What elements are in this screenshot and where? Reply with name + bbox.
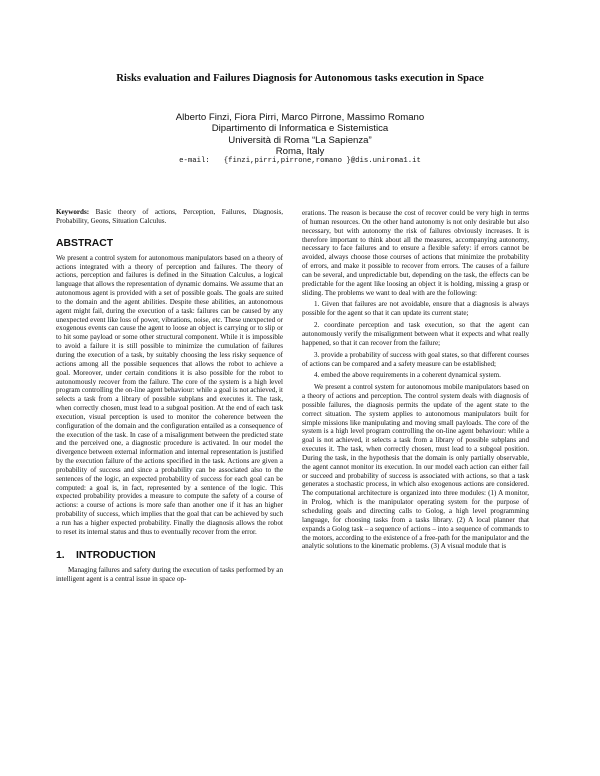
keywords-paragraph — [56, 208, 283, 226]
section-title: INTRODUCTION — [76, 549, 156, 561]
email-label: e-mail: — [179, 157, 210, 165]
email-line — [60, 156, 540, 166]
affiliation-city: Roma, Italy — [275, 145, 325, 157]
list-item-4: 4. embed the above requirements in a coherent dynamical system. — [314, 371, 501, 380]
email-address: {finzi,pirri,pirrone,romano }@dis.uniroma1.it — [223, 157, 421, 165]
intro-paragraph: Managing failures and safety during the execution of tasks performed by an intelligent agent is a central issue in space op- — [56, 565, 283, 583]
left-column — [56, 208, 283, 583]
abstract-text: We present a control system for autonomous manipulators based on a theory of actions integrated with a theory of perception and failures. The theory of actions, perception and failures is defined in the Situation Calculus, a logical language that allows the representation of dynamic domains. We assume that an autonomous agent is provided with a set of possible goals. The goals are suited to the domain and the agent abilities. Despite these abilities, an autonomous agent might fail, during the execution of a task: failures can be caused by any unexpected event like loss of power, vibrations, noise, etc. These unexpected or exogenous events can cause the agent to loose an object is carrying or to slip or to hit some payload or some other structural component. While it is impossible to avoid a failure it is still possible to minimize the cumulation of failures during the execution of a task, by suitably choosing the less risky sequence of actions among all the possible sequences that allows the robot to achieve a goal. Moreover, under certain conditions it is also possible for the robot to autonomously recover from the failure. The core of the system is a high level program controlling the on-line agent behaviour: while a goal is not achieved, it selects a task from a library of possible subplans and executes it. The task, when correctly chosen, must lead to a subgoal position. At the end of each task execution, visual perception is used to monitor the coherence between the configuration of the domain and the configuration entailed as a consequence of the execution of the task. In case of a misalignment between the predicted state and the perceived one, a diagnostic procedure is activated. In our model the divergence between external information and internal representation is justified by the execution failure of the actions specified in the task. Actions are given a probability of success and since a probability can be associated also to the sentences of the logic, an expected probability of success for each goal can be computed: a goal is, in fact, represented by a sentence of the logic. This expected probability provides a measure to compute the safety of a course of actions: a course of actions is more safe than another one if it has an higher probability of success, which implies that the goal that can be achieved by such a run has a higher expected probability. Finally the diagnosis allows the robot to reset its internal status and thus to eventually recover from the error. — [56, 253, 283, 536]
section-number: 1. — [56, 549, 65, 561]
author-names: Alberto Finzi, Fiora Pirri, Marco Pirrone, Massimo Romano — [175, 112, 425, 123]
author-block — [60, 112, 540, 157]
introduction-heading — [56, 550, 283, 562]
affiliation-university: Università di Roma “La Sapienza” — [228, 134, 372, 146]
keywords-label: Keywords: — [56, 208, 90, 216]
abstract-heading: ABSTRACT — [56, 237, 114, 249]
list-item-1: 1. Given that failures are not avoidable, ensure that a diagnosis is always possible for the agent so that it can update its current state; — [302, 300, 529, 318]
system-description-paragraph: We present a control system for autonomous mobile manipulators based on a theory of actions and perception. The control system deals with diagnosis of possible failures, the diagnosis permits the update of the agent state to the correct situation. The system applies to autonomous manipulators built for simple missions like manipulating and moving small payloads. The core of the system is a high level program controlling the on-line agent behaviour: while a goal is not achieved, it selects a task from a library of possible subplans and executes it. The task, when correctly chosen, must lead to a subgoal position. During the task, in the hypothesis that the domain is only partially observable, the agent cannot monitor its execution. In our model each action can either fail or succeed and probability of success is associated with actions, so that a task generates a stochastic process, in which also exogenous actions are considered. The computational architecture is organized into three modules: (1) A monitor, in Prolog, which is the manipulator operating system for the purpose of scheduling goals and directing calls to Golog, a high level programming language, for choosing tasks from a tasks library. (2) A local planner that expands a Golog task – a sequence of actions – into a sequence of commands to the motors, according to the existence of a free-path for the manipulator and the analytic solutions to the kinematic problems. (3) A visual module that is — [302, 383, 529, 551]
affiliation-department: Dipartimento di Informatica e Sistemistica — [211, 123, 389, 135]
list-item-3: 3. provide a probability of success with goal states, so that different courses of actions can be compared and a safety measure can be established; — [302, 350, 529, 368]
keywords-text: Basic theory of actions, Perception, Failures, Diagnosis, Probability, Geons, Situation Calculus. — [56, 208, 283, 225]
intro-continuation-paragraph: erations. The reason is because the cost of recover could be very high in terms of human resources. On the other hand autonomy is not only desirable but also necessary, but with autonomy the risk of failures obviously increases. It is therefore important to think about all the measures, accompanying autonomy, necessary to face failures and to ensure a flexible safety: if errors cannot be avoided, always choose those courses of actions that minimize the probability of errors, and make it possible to recover from errors. The causes of a failure can be several, and unpredictable but, depending on the task, the effects can be predictable for the agent like loosing an object it is holding, missing a grasp or sliding. The problems we want to deal with are the following: — [302, 209, 529, 297]
list-item-2: 2. coordinate perception and task execution, so that the agent can autonomously verify the misalignment between what it expects and what really happened, so that it can recover from the failure; — [302, 321, 529, 347]
right-column — [302, 209, 529, 551]
paper-title: Risks evaluation and Failures Diagnosis for Autonomous tasks execution in Space — [116, 73, 484, 84]
